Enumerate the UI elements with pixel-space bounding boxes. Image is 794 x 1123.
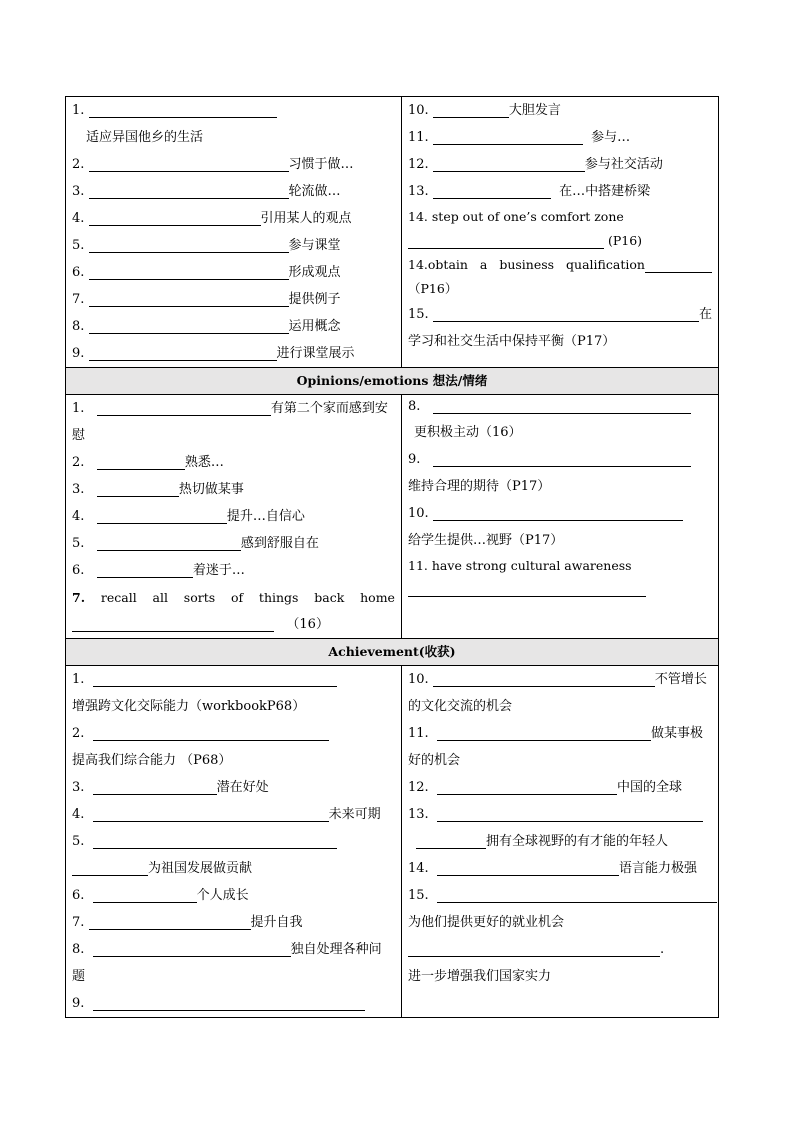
item-8: 8. 独自处理各种问 [72,942,382,957]
section2-right [402,395,719,639]
section2-left [66,395,402,639]
item-6: 6. 形成观点 [72,265,341,280]
answer-blank[interactable] [93,672,337,687]
answer-blank[interactable] [72,861,148,876]
item-1: 1. [72,97,395,124]
answer-blank[interactable] [93,834,337,849]
item-11: 11. 参与… [408,130,631,145]
item-11: 11. 做某事极 [408,726,703,741]
item-3: 3. 轮流做… [72,184,341,199]
item-8-cont: 题 [72,969,86,984]
item-15-hint: 学习和社交生活中保持平衡（P17） [408,334,616,349]
answer-blank[interactable] [93,780,217,795]
item-13: 13. [408,801,712,828]
item-14b: 14. obtain a business qualification [408,253,712,277]
answer-blank[interactable] [437,861,619,876]
answer-blank[interactable] [93,942,291,957]
item-2: 2. 熟悉… [72,455,224,470]
item-11: 11. have strong cultural awareness [408,558,632,573]
item-9: 9. [408,446,712,473]
item-15: 15. [408,882,712,909]
item-10: 10. 不管增长 [408,672,707,687]
answer-blank[interactable] [437,807,703,822]
item-9: 9. [72,990,395,1017]
answer-blank[interactable] [89,157,289,172]
item-2: 2. [72,720,395,747]
item-14-answer: (P16) [408,229,712,253]
item-13-hint: 拥有全球视野的有才能的年轻人 [408,828,712,855]
answer-blank[interactable] [97,536,241,551]
answer-blank[interactable] [89,915,251,930]
vocab-table [65,96,719,1018]
item-7: 7. recall all sorts of things back home [72,590,395,605]
answer-blank[interactable] [645,258,712,273]
answer-blank[interactable] [433,672,655,687]
answer-blank[interactable] [433,506,683,521]
answer-blank[interactable] [416,834,486,849]
item-5: 5. 参与课堂 [72,238,341,253]
answer-blank[interactable] [97,563,193,578]
answer-blank[interactable] [93,807,329,822]
item-2: 2. 习惯于做… [72,157,354,172]
answer-blank[interactable] [437,726,651,741]
item-1-cont: 慰 [72,428,86,443]
item-11-answer [408,578,712,602]
item-7-answer: （16） [72,611,395,638]
item-6: 6. 个人成长 [72,888,249,903]
item-14: 14. 语言能力极强 [408,861,697,876]
item-8-hint: 更积极主动（16） [414,425,522,440]
answer-blank[interactable] [93,996,365,1011]
answer-blank[interactable] [97,401,271,416]
item-12: 12. 中国的全球 [408,780,682,795]
answer-blank[interactable] [408,582,646,597]
item-10-cont: 的文化交流的机会 [408,699,513,714]
answer-blank[interactable] [437,780,617,795]
answer-blank[interactable] [433,130,583,145]
item-5: 5. [72,828,395,855]
answer-blank[interactable] [89,292,289,307]
section-header-opinions: Opinions/emotions 想法/情绪 [66,368,719,395]
answer-blank[interactable] [89,211,261,226]
answer-blank[interactable] [433,103,509,118]
answer-blank[interactable] [89,184,289,199]
section-header-achievement: Achievement(收获) [66,639,719,666]
answer-blank[interactable] [97,455,185,470]
item-1: 1. 有第二个家而感到安 [72,401,388,416]
item-12: 12. 参与社交活动 [408,157,663,172]
item-4: 4. 提升…自信心 [72,509,305,524]
section1-right [402,97,719,368]
answer-blank[interactable] [89,265,289,280]
answer-blank[interactable] [89,319,289,334]
answer-blank[interactable] [89,346,277,361]
answer-blank[interactable] [72,617,274,632]
answer-blank[interactable] [89,238,289,253]
item-8: 8. [408,395,712,419]
answer-blank[interactable] [97,509,227,524]
answer-blank[interactable] [408,942,660,957]
item-10: 10. [408,500,712,527]
item-4: 4. 引用某人的观点 [72,211,352,226]
item-13: 13. 在…中搭建桥梁 [408,184,651,199]
item-8: 8. 运用概念 [72,319,341,334]
item-15: 15. 在 [408,307,712,322]
answer-blank[interactable] [93,888,197,903]
answer-blank[interactable] [97,482,179,497]
answer-blank[interactable] [433,452,691,467]
answer-blank[interactable] [408,234,604,249]
answer-blank[interactable] [433,184,551,199]
item-14: 14. step out of one’s comfort zone [408,209,624,224]
section3-right [402,666,719,1018]
answer-blank[interactable] [437,888,717,903]
item-5: 5. 感到舒服自在 [72,536,319,551]
section3-left [66,666,402,1018]
item-10: 10. 大胆发言 [408,103,561,118]
answer-blank[interactable] [89,103,277,118]
answer-blank[interactable] [433,399,691,414]
item-7: 7. 提升自我 [72,915,303,930]
item-1-hint: 增强跨文化交际能力（workbookP68） [72,699,306,714]
answer-blank[interactable] [93,726,329,741]
item-14b-page: （P16） [408,281,458,296]
item-3: 3. 潜在好处 [72,780,269,795]
item-15-answer: . [408,936,712,963]
worksheet [65,96,719,1018]
item-11-cont: 好的机会 [408,753,461,768]
item-1: 1. [72,666,395,693]
item-15-hint2: 进一步增强我们国家实力 [408,969,552,984]
item-2-hint: 提高我们综合能力 （P68） [72,753,232,768]
answer-blank[interactable] [433,307,699,322]
item-6: 6. 着迷于… [72,563,245,578]
item-9-hint: 维持合理的期待（P17） [408,479,551,494]
item-9: 9. 进行课堂展示 [72,346,355,361]
item-7: 7. 提供例子 [72,292,341,307]
section1-left [66,97,402,368]
item-3: 3. 热切做某事 [72,482,244,497]
item-15-hint: 为他们提供更好的就业机会 [408,915,565,930]
item-4: 4. 未来可期 [72,807,381,822]
item-5-hint: 为祖国发展做贡献 [72,855,395,882]
item-10-hint: 给学生提供…视野（P17） [408,533,564,548]
item-1-hint: 适应异国他乡的生活 [86,130,204,145]
answer-blank[interactable] [433,157,585,172]
